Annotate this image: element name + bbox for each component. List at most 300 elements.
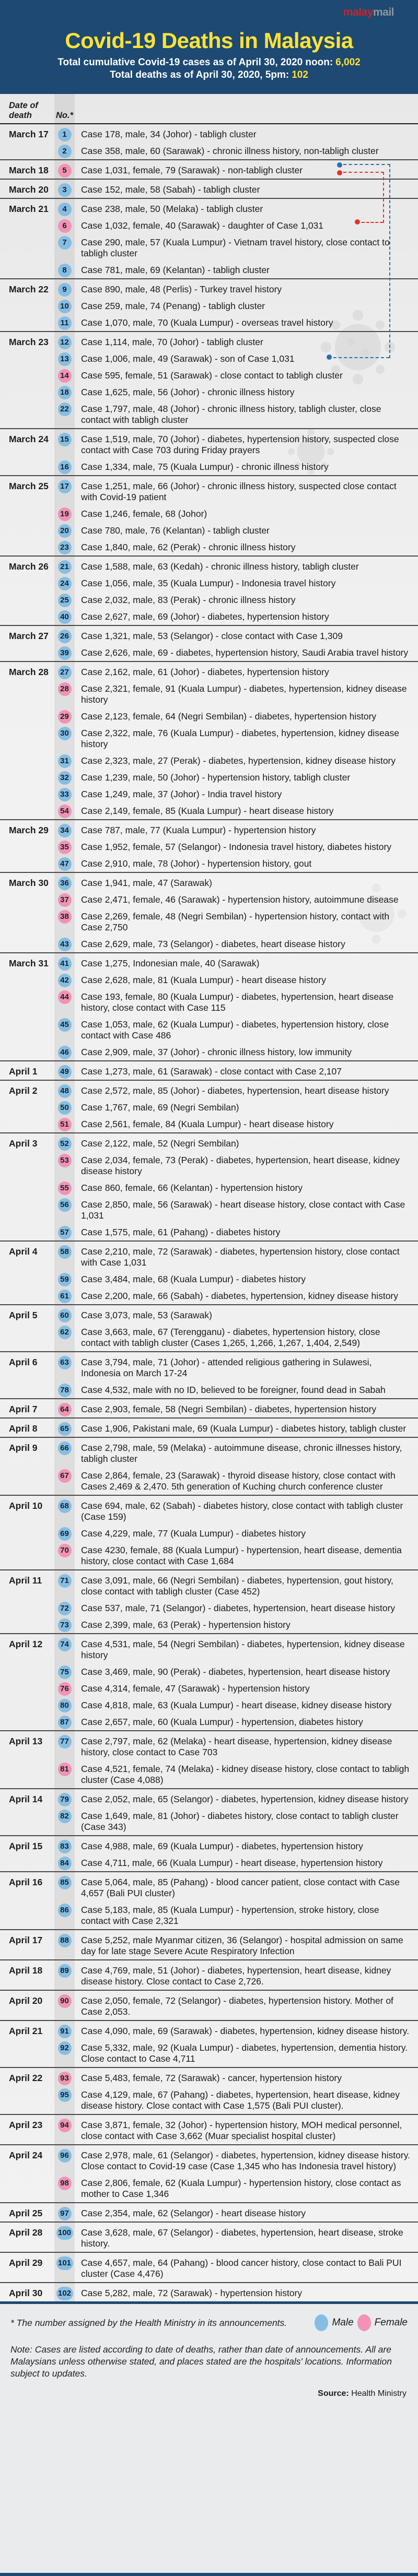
case-row xyxy=(54,2089,418,2111)
date-group xyxy=(0,1304,418,1351)
case-row xyxy=(54,772,418,783)
date-group xyxy=(0,1240,418,1304)
case-number-badge-male: 21 xyxy=(58,560,72,574)
case-row xyxy=(54,1683,418,1694)
case-number-cell xyxy=(54,1385,75,1396)
case-number-badge-female: 76 xyxy=(58,1682,72,1696)
case-number-cell xyxy=(54,1291,75,1302)
case-number-badge-male: 80 xyxy=(58,1699,72,1712)
case-number-badge-male: 31 xyxy=(58,754,72,768)
case-row xyxy=(54,146,418,157)
footnote: * The number assigned by the Health Ministry in its announcements. xyxy=(10,2317,287,2328)
case-row xyxy=(54,1385,418,1396)
case-number-badge-male: 84 xyxy=(58,1857,72,1870)
case-row xyxy=(54,667,418,678)
case-description: Case 2,149, female, 85 (Kuala Lumpur) - heart disease history xyxy=(81,806,334,816)
case-row xyxy=(54,1102,418,1113)
case-number-cell xyxy=(54,631,75,642)
case-number-badge-male: 1 xyxy=(58,128,72,141)
case-number-badge-male: 75 xyxy=(58,1665,72,1679)
case-number-badge-male: 85 xyxy=(58,1876,72,1889)
case-row xyxy=(54,2258,418,2279)
case-description: Case 1,321, male, 53 (Selangor) - close contact with Case 1,309 xyxy=(81,631,343,641)
case-number-cell xyxy=(54,353,75,364)
date-of-death-label: March 27 xyxy=(9,631,49,641)
case-number-badge-female: 94 xyxy=(58,2119,72,2132)
case-description: Case 4,521, female, 74 (Melaka) - kidney disease history, close contact to tabligh cluster (Case 4,088) xyxy=(81,1764,410,1785)
date-group xyxy=(0,198,418,278)
date-group xyxy=(0,952,418,1060)
case-description: Case 1,840, male, 62 (Perak) - chronic illness history xyxy=(81,542,296,552)
case-row xyxy=(54,2288,418,2299)
date-of-death-label: April 25 xyxy=(9,2208,43,2218)
case-number-cell xyxy=(54,728,75,739)
masthead xyxy=(0,0,418,94)
case-number-badge-male: 92 xyxy=(58,2041,72,2055)
case-description: Case 5,483, female, 72 (Sarawak) - cancer, hypertension history xyxy=(81,2073,342,2083)
case-row xyxy=(54,1274,418,1285)
case-row xyxy=(54,462,418,472)
case-row xyxy=(54,184,418,195)
case-row xyxy=(54,2120,418,2142)
subtitle-total-deaths xyxy=(0,69,418,81)
date-group xyxy=(0,1633,418,1730)
case-description: Case 2,797, male, 62 (Melaka) - heart disease, hypertension, kidney disease history, close contact to Case 703 xyxy=(81,1736,392,1757)
case-description: Case 2,628, male, 81 (Kuala Lumpur) - heart disease history xyxy=(81,975,326,985)
case-description: Case 2,909, male, 37 (Johor) - chronic illness history, low immunity xyxy=(81,1047,352,1057)
date-of-death-label: April 9 xyxy=(9,1443,38,1453)
case-description: Case 2,322, male, 76 (Kuala Lumpur) - diabetes, hypertension, kidney disease history xyxy=(81,728,399,749)
case-row xyxy=(54,1545,418,1567)
case-description: Case 4,531, male, 54 (Negri Sembilan) - diabetes, hypertension, kidney disease history xyxy=(81,1639,405,1660)
case-row xyxy=(54,728,418,750)
case-row xyxy=(54,1905,418,1927)
case-description: Case 1,649, male, 81 (Johor) - diabetes history, close contact to tabligh cluster (Case 343) xyxy=(81,1811,399,1832)
case-description: Case 1,941, male, 47 (Sarawak) xyxy=(81,878,212,888)
case-number-cell xyxy=(54,1545,75,1556)
case-row xyxy=(54,825,418,836)
date-group xyxy=(0,2252,418,2282)
case-row xyxy=(54,595,418,606)
case-number-cell xyxy=(54,1965,75,1976)
case-description: Case 3,484, male, 68 (Kuala Lumpur) - diabetes history xyxy=(81,1274,306,1284)
case-description: Case 1,056, male, 35 (Kuala Lumpur) - Indonesia travel history xyxy=(81,578,336,588)
deaths-table xyxy=(0,94,418,2301)
case-number-cell xyxy=(54,1019,75,1030)
case-description: Case 2,321, female, 91 (Kuala Lumpur) - diabetes, hypertension, kidney disease history xyxy=(81,683,407,705)
case-number-badge-male: 45 xyxy=(58,1018,72,1032)
case-row xyxy=(54,1443,418,1464)
case-number-badge-male: 72 xyxy=(58,1602,72,1615)
case-description: Case 3,794, male, 71 (Johor) - attended religious gathering in Sulawesi, Indonesia on March 17-24 xyxy=(81,1357,372,1378)
case-number-badge-female: 37 xyxy=(58,893,72,907)
case-row xyxy=(54,1047,418,1058)
case-row xyxy=(54,353,418,364)
case-number-badge-male: 12 xyxy=(58,336,72,349)
date-of-death-label: April 29 xyxy=(9,2258,43,2268)
case-number-badge-male: 83 xyxy=(58,1840,72,1853)
case-row xyxy=(54,1811,418,1833)
date-group xyxy=(0,2020,418,2067)
case-description: Case 2,864, female, 23 (Sarawak) - thyroid disease history, close contact with Cases 2,469 & 2,470. 5th generation of Kuching church conference cluster xyxy=(81,1470,396,1492)
case-description: Case 2,978, male, 61 (Selangor) - diabetes, hypertension, kidney disease history. Close contact to Covid-19 case (Case 1,345 who has Indonesia travel history) xyxy=(81,2150,411,2171)
date-group xyxy=(0,1132,418,1240)
date-group xyxy=(0,331,418,428)
case-row xyxy=(54,265,418,276)
date-group xyxy=(0,1569,418,1633)
case-number-cell xyxy=(54,1858,75,1869)
case-row xyxy=(54,165,418,176)
case-number-badge-male: 97 xyxy=(58,2207,72,2220)
male-legend-icon xyxy=(315,2314,328,2331)
case-number-cell xyxy=(54,237,75,248)
date-of-death-label: March 23 xyxy=(9,337,49,347)
case-row xyxy=(54,1858,418,1869)
case-number-badge-male: 11 xyxy=(58,316,72,330)
column-header-date-of-death: Date of death xyxy=(9,101,38,120)
case-row xyxy=(54,1357,418,1379)
table-body xyxy=(0,124,418,2301)
case-number-badge-male: 25 xyxy=(58,594,72,607)
gender-legend xyxy=(315,2314,408,2331)
date-of-death-label: April 28 xyxy=(9,2227,43,2238)
case-number-cell xyxy=(54,1155,75,1166)
case-number-cell xyxy=(54,578,75,589)
case-description: Case 4,090, male, 69 (Sarawak) - diabetes, hypertension, kidney disease history. xyxy=(81,2026,410,2036)
footnote-row xyxy=(10,2314,408,2331)
case-number-cell xyxy=(54,1357,75,1368)
case-row xyxy=(54,1965,418,1987)
case-number-badge-female: 51 xyxy=(58,1118,72,1131)
case-number-cell xyxy=(54,1667,75,1677)
column-header-case-number: No.* xyxy=(56,111,73,120)
case-description: Case 1,334, male, 75 (Kuala Lumpur) - chronic illness history xyxy=(81,462,329,472)
case-row xyxy=(54,509,418,519)
case-number-cell xyxy=(54,1841,75,1852)
date-group xyxy=(0,1060,418,1080)
case-row xyxy=(54,1066,418,1077)
case-description: Case 2,572, male, 85 (Johor) - diabetes, hypertension, heart disease history xyxy=(81,1085,389,1096)
date-group xyxy=(0,819,418,872)
case-number-cell xyxy=(54,1310,75,1321)
case-number-cell xyxy=(54,165,75,176)
case-row xyxy=(54,1183,418,1194)
case-description: Case 1,032, female, 40 (Sarawak) - daughter of Case 1,031 xyxy=(81,220,324,231)
case-number-badge-male: 96 xyxy=(58,2149,72,2163)
date-of-death-label: April 10 xyxy=(9,1500,43,1511)
case-row xyxy=(54,1119,418,1130)
case-number-badge-male: 24 xyxy=(58,577,72,590)
case-row xyxy=(54,1764,418,1786)
case-row xyxy=(54,1667,418,1677)
page-title: Covid-19 Deaths in Malaysia xyxy=(65,28,353,53)
source-value: Health Ministry xyxy=(351,2389,407,2398)
cases-label: Total cumulative Covid-19 cases as of April 30, 2020 noon: xyxy=(57,57,333,68)
case-number-badge-male: 18 xyxy=(58,386,72,399)
date-of-death-label: April 4 xyxy=(9,1246,38,1257)
case-number-cell xyxy=(54,525,75,536)
date-group xyxy=(0,2202,418,2221)
case-number-badge-male: 78 xyxy=(58,1384,72,1397)
case-row xyxy=(54,1327,418,1349)
case-row xyxy=(54,789,418,800)
case-description: Case 2,627, male, 69 (Johor) - diabetes, hypertension history xyxy=(81,611,329,622)
case-number-cell xyxy=(54,1423,75,1434)
case-number-cell xyxy=(54,1047,75,1058)
case-number-badge-female: 5 xyxy=(58,164,72,178)
case-row xyxy=(54,2073,418,2084)
case-number-badge-male: 10 xyxy=(58,300,72,313)
case-row xyxy=(54,1227,418,1238)
case-number-badge-male: 62 xyxy=(58,1326,72,1339)
case-description: Case 2,052, male, 65 (Selangor) - diabetes, hypertension, kidney disease history xyxy=(81,1794,409,1804)
case-row xyxy=(54,1019,418,1041)
case-number-badge-male: 27 xyxy=(58,666,72,679)
date-group xyxy=(0,625,418,661)
case-row xyxy=(54,2150,418,2172)
case-description: Case 890, male, 48 (Perlis) - Turkey travel history xyxy=(81,284,282,294)
case-number-cell xyxy=(54,1764,75,1775)
case-row xyxy=(54,578,418,589)
case-row xyxy=(54,370,418,381)
case-number-badge-female: 98 xyxy=(58,2177,72,2190)
case-row xyxy=(54,1575,418,1597)
case-row xyxy=(54,1246,418,1268)
case-description: Case 537, male, 71 (Selangor) - diabetes, hypertension, heart disease history xyxy=(81,1603,396,1613)
case-description: Case 178, male, 34 (Johor) - tabligh cluster xyxy=(81,129,257,139)
case-number-cell xyxy=(54,755,75,766)
case-description: Case 3,628, male, 67 (Selangor) - diabetes, hypertension, heart disease, stroke history. xyxy=(81,2227,403,2249)
case-number-cell xyxy=(54,404,75,415)
case-number-badge-male: 86 xyxy=(58,1904,72,1917)
case-description: Case 2,032, male, 83 (Perak) - chronic illness history xyxy=(81,595,296,605)
case-number-badge-male: 68 xyxy=(58,1499,72,1513)
case-description: Case 4230, female, 88 (Kuala Lumpur) - hypertension, heart disease, dementia history, close contact with Case 1,684 xyxy=(81,1545,402,1566)
date-of-death-label: April 22 xyxy=(9,2073,43,2083)
date-group xyxy=(0,179,418,198)
case-number-badge-female: 28 xyxy=(58,682,72,696)
case-description: Case 1,275, Indonesian male, 40 (Sarawak) xyxy=(81,958,260,968)
case-number-badge-male: 9 xyxy=(58,283,72,297)
case-number-cell xyxy=(54,1066,75,1077)
case-number-badge-male: 36 xyxy=(58,877,72,890)
case-description: Case 4,711, male, 66 (Kuala Lumpur) - heart disease, hypertension history xyxy=(81,1858,383,1868)
case-description: Case 2,657, male, 60 (Kuala Lumpur) - hypertension, diabetes history xyxy=(81,1717,363,1727)
case-number-cell xyxy=(54,975,75,986)
date-group xyxy=(0,2282,418,2301)
case-number-cell xyxy=(54,1199,75,1210)
case-number-cell xyxy=(54,958,75,969)
case-number-cell xyxy=(54,1877,75,1888)
case-description: Case 1,239, male, 50 (Johor) - hypertension history, tabligh cluster xyxy=(81,772,351,783)
date-of-death-label: March 17 xyxy=(9,129,49,139)
case-description: Case 5,064, male, 85 (Pahang) - blood cancer patient, close contact with Case 4,657 (Bali PUI cluster) xyxy=(81,1877,400,1898)
case-row xyxy=(54,858,418,869)
case-number-cell xyxy=(54,683,75,694)
case-number-badge-female: 67 xyxy=(58,1469,72,1483)
case-number-cell xyxy=(54,1500,75,1511)
case-number-cell xyxy=(54,2073,75,2084)
case-description: Case 4,818, male, 63 (Kuala Lumpur) - heart disease, kidney disease history xyxy=(81,1700,392,1710)
case-row xyxy=(54,1500,418,1522)
case-description: Case 1,273, male, 61 (Sarawak) - close contact with Case 2,107 xyxy=(81,1066,342,1077)
case-row xyxy=(54,2178,418,2200)
date-group xyxy=(0,1398,418,1417)
case-row xyxy=(54,2042,418,2064)
case-description: Case 1,246, female, 68 (Johor) xyxy=(81,509,207,519)
case-number-cell xyxy=(54,434,75,445)
female-legend-icon xyxy=(357,2314,371,2331)
date-of-death-label: March 24 xyxy=(9,434,49,444)
case-number-badge-female: 81 xyxy=(58,1763,72,1776)
case-number-cell xyxy=(54,184,75,195)
case-number-cell xyxy=(54,462,75,472)
case-description: Case 4,769, male, 51 (Johor) - diabetes, hypertension, heart disease, kidney disease history. Close contact to Case 2,726. xyxy=(81,1965,391,1987)
case-number-cell xyxy=(54,2208,75,2219)
case-row xyxy=(54,434,418,456)
case-number-cell xyxy=(54,509,75,519)
case-number-badge-male: 40 xyxy=(58,610,72,624)
date-group xyxy=(0,1351,418,1398)
case-number-badge-male: 32 xyxy=(58,771,72,785)
case-row xyxy=(54,1470,418,1492)
case-number-cell xyxy=(54,1935,75,1946)
case-row xyxy=(54,939,418,950)
case-description: Case 1,797, male, 48 (Johor) - chronic illness history, tabligh cluster, close contact with tabligh cluster xyxy=(81,404,381,425)
date-group xyxy=(0,1730,418,1788)
case-description: Case 2,034, female, 73 (Perak) - diabetes, hypertension, heart disease, kidney disease history xyxy=(81,1155,400,1176)
case-number-badge-male: 39 xyxy=(58,646,72,660)
case-description: Case 5,282, male, 72 (Sarawak) - hypertension history xyxy=(81,2288,303,2298)
case-description: Case 3,469, male, 90 (Perak) - diabetes, hypertension, heart disease history xyxy=(81,1667,390,1677)
case-row xyxy=(54,237,418,259)
case-row xyxy=(54,1423,418,1434)
case-number-cell xyxy=(54,1470,75,1481)
case-number-cell xyxy=(54,1274,75,1285)
case-number-badge-male: 4 xyxy=(58,203,72,216)
logo-text-gray: mail xyxy=(373,6,394,18)
case-description: Case 3,073, male, 53 (Sarawak) xyxy=(81,1310,212,1320)
case-number-badge-female: 14 xyxy=(58,369,72,383)
case-description: Case 2,629, male, 73 (Selangor) - diabetes, heart disease history xyxy=(81,939,345,949)
date-of-death-label: April 14 xyxy=(9,1794,43,1804)
case-description: Case 2,399, male, 63 (Perak) - hypertension history xyxy=(81,1620,291,1630)
case-number-badge-male: 87 xyxy=(58,1716,72,1729)
case-description: Case 2,910, male, 78 (Johor) - hypertension history, gout xyxy=(81,858,312,869)
case-number-badge-male: 41 xyxy=(58,957,72,971)
case-description: Case 5,252, male Myanmar citizen, 36 (Selangor) - hospital admission on same day for late stage Severe Acute Respiratory Infection xyxy=(81,1935,403,1956)
date-group xyxy=(0,1788,418,1835)
case-number-cell xyxy=(54,842,75,853)
case-number-badge-female: 53 xyxy=(58,1154,72,1167)
case-row xyxy=(54,878,418,889)
case-row xyxy=(54,806,418,817)
case-number-cell xyxy=(54,301,75,312)
case-number-cell xyxy=(54,1085,75,1096)
case-row xyxy=(54,1138,418,1149)
case-number-badge-male: 33 xyxy=(58,788,72,801)
case-number-badge-male: 42 xyxy=(58,974,72,987)
date-group xyxy=(0,2114,418,2144)
case-description: Case 860, female, 66 (Kelantan) - hypertension history xyxy=(81,1183,303,1193)
case-number-cell xyxy=(54,2227,75,2238)
malaymail-logo xyxy=(343,6,394,19)
date-of-death-label: April 7 xyxy=(9,1404,38,1414)
case-description: Case 4,314, female, 47 (Sarawak) - hypertension history xyxy=(81,1683,310,1694)
case-number-cell xyxy=(54,878,75,889)
date-of-death-label: March 20 xyxy=(9,184,49,195)
case-number-badge-male: 79 xyxy=(58,1793,72,1806)
case-row xyxy=(54,842,418,853)
case-description: Case 1,114, male, 70 (Johor) - tabligh cluster xyxy=(81,337,263,347)
case-number-badge-female: 6 xyxy=(58,219,72,233)
case-number-cell xyxy=(54,611,75,622)
case-row xyxy=(54,1603,418,1614)
case-number-badge-male: 30 xyxy=(58,727,72,740)
case-number-badge-male: 56 xyxy=(58,1198,72,1212)
case-row xyxy=(54,1310,418,1321)
case-number-badge-male: 77 xyxy=(58,1735,72,1748)
case-row xyxy=(54,317,418,328)
date-group xyxy=(0,872,418,952)
case-description: Case 4,988, male, 69 (Kuala Lumpur) - diabetes, hypertension history xyxy=(81,1841,363,1851)
case-number-badge-female: 44 xyxy=(58,990,72,1004)
case-row xyxy=(54,404,418,426)
case-row xyxy=(54,958,418,969)
case-number-cell xyxy=(54,647,75,658)
case-number-badge-male: 48 xyxy=(58,1084,72,1098)
case-number-cell xyxy=(54,595,75,606)
case-number-badge-male: 26 xyxy=(58,630,72,643)
case-description: Case 1,519, male, 70 (Johor) - diabetes, hypertension history, suspected close contact with Case 703 during Friday prayers xyxy=(81,434,399,455)
case-number-cell xyxy=(54,2120,75,2131)
case-description: Case 1,575, male, 61 (Pahang) - diabetes history xyxy=(81,1227,281,1237)
case-number-cell xyxy=(54,2258,75,2268)
case-row xyxy=(54,301,418,312)
date-of-death-label: March 31 xyxy=(9,958,49,968)
deaths-label: Total deaths as of April 30, 2020, 5pm: xyxy=(110,69,289,80)
date-of-death-label: April 21 xyxy=(9,2026,43,2036)
case-number-cell xyxy=(54,1736,75,1747)
case-number-badge-female: 19 xyxy=(58,507,72,521)
case-row xyxy=(54,1291,418,1302)
case-number-badge-male: 89 xyxy=(58,1964,72,1978)
case-number-badge-male: 82 xyxy=(58,1810,72,1823)
case-number-cell xyxy=(54,1246,75,1257)
date-of-death-label: April 16 xyxy=(9,1877,43,1887)
date-group xyxy=(0,278,418,331)
case-row xyxy=(54,1528,418,1539)
case-number-badge-male: 60 xyxy=(58,1309,72,1322)
case-description: Case 2,850, male, 56 (Sarawak) - heart disease history, close contact with Case 1,031 xyxy=(81,1199,405,1221)
case-number-cell xyxy=(54,858,75,869)
case-description: Case 2,123, female, 64 (Negri Sembilan) - diabetes, hypertension history xyxy=(81,711,377,722)
date-of-death-label: April 30 xyxy=(9,2288,43,2298)
case-row xyxy=(54,1717,418,1728)
case-number-cell xyxy=(54,711,75,722)
date-group xyxy=(0,1437,418,1495)
date-of-death-label: March 22 xyxy=(9,284,49,294)
case-number-cell xyxy=(54,2288,75,2299)
date-group xyxy=(0,1990,418,2020)
date-group xyxy=(0,1495,418,1569)
case-row xyxy=(54,220,418,231)
case-number-badge-male: 50 xyxy=(58,1101,72,1115)
case-description: Case 694, male, 62 (Sabah) - diabetes history, close contact with tabligh cluster (Case 159) xyxy=(81,1500,403,1522)
case-description: Case 4,657, male, 64 (Pahang) - blood cancer history, close contact to Bali PUI cluster (Case 4,476) xyxy=(81,2258,402,2279)
case-description: Case 4,532, male with no ID, believed to be foreigner, found dead in Sabah xyxy=(81,1385,386,1395)
case-number-cell xyxy=(54,2150,75,2161)
